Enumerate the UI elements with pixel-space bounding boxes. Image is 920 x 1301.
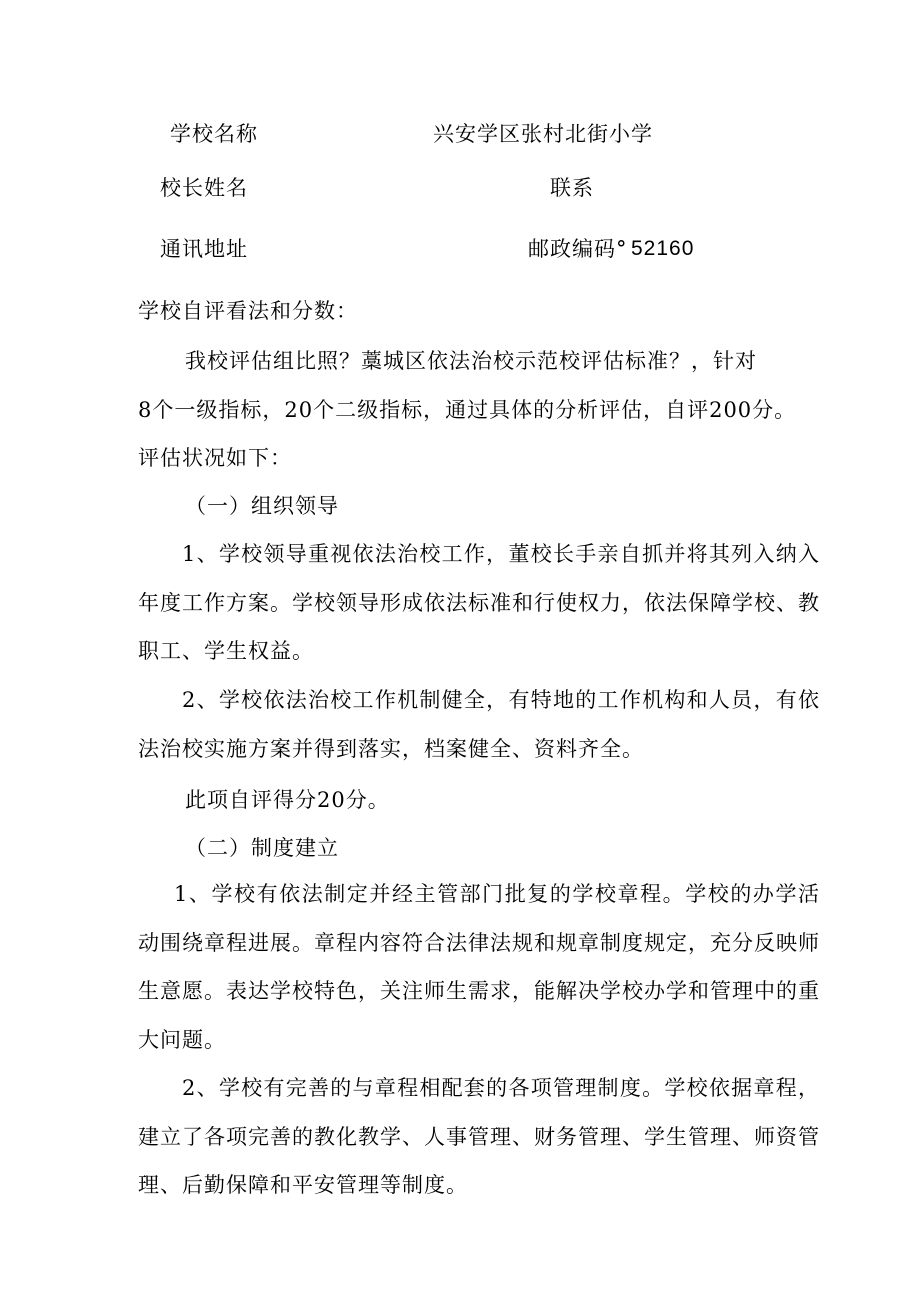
section-2-paragraph-1-text: 1、学校有依法制定并经主管部门批复的学校章程。学校的办学活动围绕章程进展。章程内容符合法律法规和规章制度规定，充分反映师生意愿。表达学校特色，关注师生需求，能解决学校办学和管理中的重大问题。 <box>138 882 820 1052</box>
school-name-value: 兴安学区张村北街小学 <box>433 122 653 146</box>
intro-line-3: 评估状况如下： <box>138 446 292 470</box>
contact-label: 联系 <box>550 176 594 200</box>
intro-line-1: 我校评估组比照？藁城区依法治校示范校评估标准？，针对 <box>185 349 757 373</box>
section-1-paragraph-1-text: 1、学校领导重视依法治校工作，董校长手亲自抓并将其列入纳入年度工作方案。学校领导形成依法标准和行使权力，依法保障学校、教职工、学生权益。 <box>138 542 820 663</box>
section-2-title: （二）制度建立 <box>185 836 339 860</box>
section-1-score: 此项自评得分20分。 <box>185 788 390 812</box>
section-1-paragraph-2-text: 2、学校依法治校工作机制健全，有特地的工作机构和人员，有依法治校实施方案并得到落实，档案健全、资料齐全。 <box>138 688 820 761</box>
school-name-label: 学校名称 <box>170 122 258 146</box>
section-2-paragraph-2-text: 2、学校有完善的与章程相配套的各项管理制度。学校依据章程，建立了各项完善的教化教学、人事管理、财务管理、学生管理、师资管理、后勤保障和平安管理等制度。 <box>138 1076 820 1197</box>
section-2-paragraph-1 <box>138 870 820 1064</box>
principal-label: 校长姓名 <box>160 176 248 200</box>
postal-code-value: 52160 <box>631 237 695 260</box>
section-1-title: （一）组织领导 <box>185 494 339 518</box>
section-2-paragraph-2 <box>138 1064 820 1210</box>
intro-line-2: 8个一级指标，20个二级指标，通过具体的分析评估，自评200分。 <box>138 398 797 422</box>
section-1-paragraph-1 <box>138 530 820 676</box>
address-label: 通讯地址 <box>160 237 248 261</box>
section-1-paragraph-2 <box>138 676 820 773</box>
postal-code-label: 邮政编码° <box>528 237 628 261</box>
self-eval-heading: 学校自评看法和分数： <box>138 299 358 323</box>
